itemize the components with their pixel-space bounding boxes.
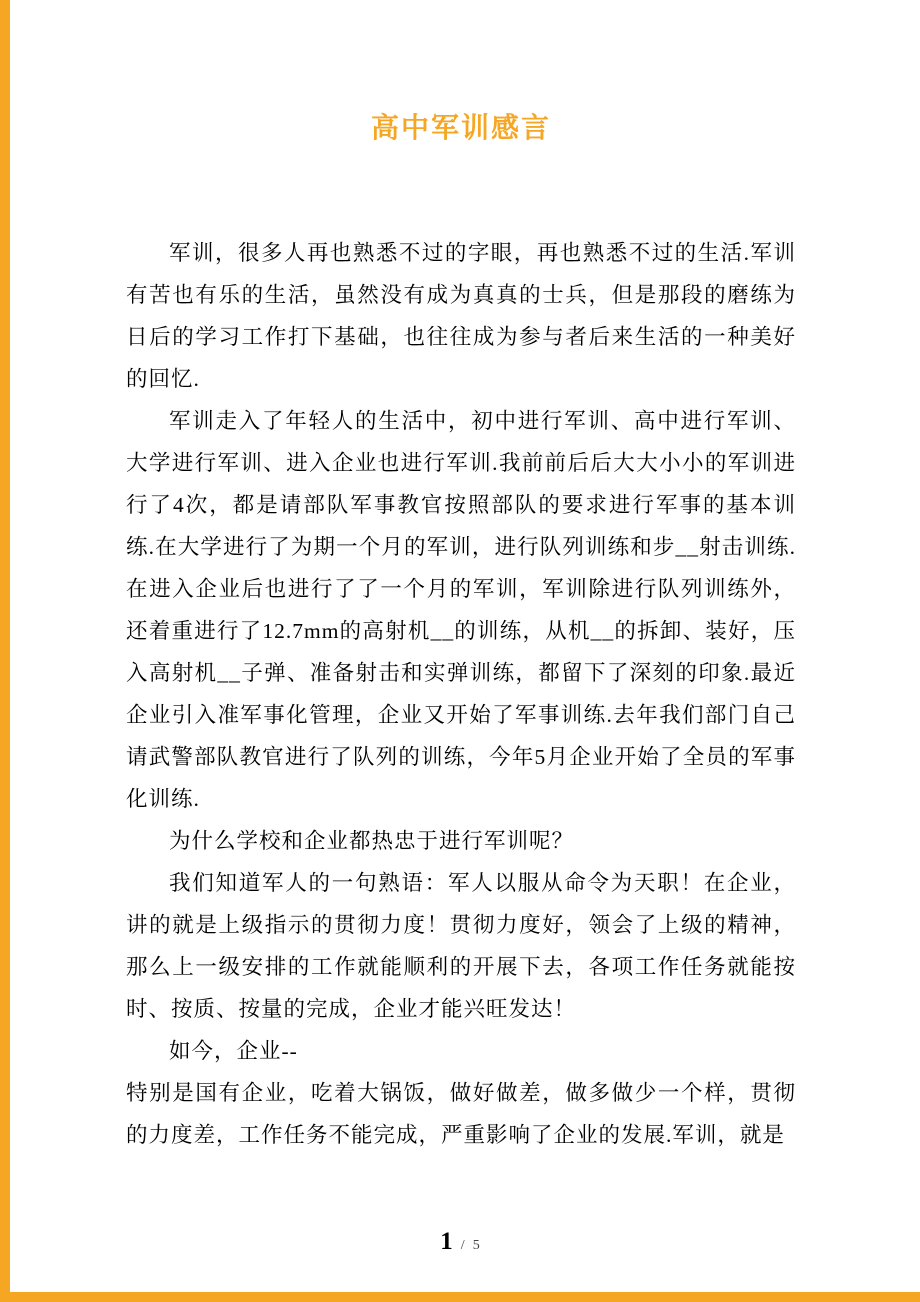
paragraph: 我们知道军人的一句熟语：军人以服从命令为天职！在企业，讲的就是上级指示的贯彻力度！贯彻力度好，领会了上级的精神，那么上一级安排的工作就能顺利的开展下去，各项工作任务就能按时、按质、按量的完成，企业才能兴旺发达！ bbox=[126, 871, 796, 1021]
paragraph: 特别是国有企业，吃着大锅饭，做好做差，做多做少一个样，贯彻的力度差，工作任务不能完成，严重影响了企业的发展.军训，就是 bbox=[126, 1081, 796, 1147]
page-number-current: 1 bbox=[440, 1228, 453, 1255]
page-footer bbox=[0, 1228, 920, 1256]
page-border-left bbox=[0, 0, 10, 1302]
page-border-bottom bbox=[0, 1292, 920, 1302]
paragraph: 为什么学校和企业都热忠于进行军训呢？ bbox=[169, 829, 575, 853]
paragraph: 如今，企业-- bbox=[169, 1039, 298, 1063]
page-title: 高中军训感言 bbox=[370, 113, 551, 144]
paragraph: 军训，很多人再也熟悉不过的字眼，再也熟悉不过的生活.军训有苦也有乐的生活，虽然没有成为真真的士兵，但是那段的磨练为日后的学习工作打下基础，也往往成为参与者后来生活的一种美好的回忆. bbox=[126, 241, 796, 391]
page-number-separator: / bbox=[460, 1238, 465, 1253]
page-number-total: 5 bbox=[472, 1238, 480, 1253]
paragraph: 军训走入了年轻人的生活中，初中进行军训、高中进行军训、大学进行军训、进入企业也进行军训.我前前后后大大小小的军训进行了4次，都是请部队军事教官按照部队的要求进行军事的基本训练.在大学进行了为期一个月的军训，进行队列训练和步__射击训练.在进入企业后也进行了了一个月的军训，军训除进行队列训练外，还着重进行了12.7mm的高射机__的训练，从机__的拆卸、装好，压入高射机__子弹、准备射击和实弹训练，都留下了深刻的印象.最近企业引入准军事化管理，企业又开始了军事训练.去年我们部门自己请武警部队教官进行了队列的训练，今年5月企业开始了全员的军事化训练. bbox=[126, 409, 796, 811]
